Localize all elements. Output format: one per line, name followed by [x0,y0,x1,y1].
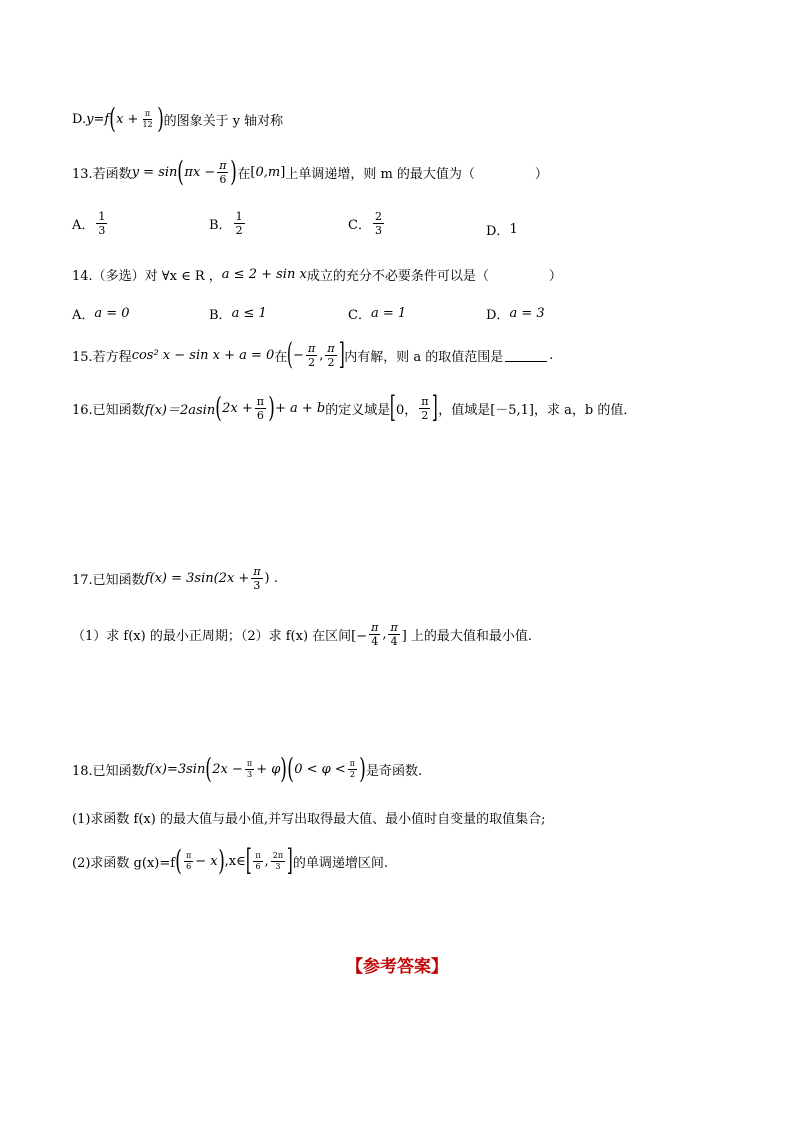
q18-fx: f(x)=3sin [144,761,206,777]
q18-inner: 2x − [212,761,243,777]
frac-den: 4 [371,635,379,648]
frac-num: π [421,394,429,408]
paren-close: ) [359,752,366,785]
frac-den: 3 [253,579,261,592]
q18-plus-phi: + φ [256,761,281,777]
paren-close: ) [156,102,164,135]
q13-in: 在 [237,166,251,182]
option-value: a ≤ 1 [231,306,267,321]
comma: , [264,853,269,869]
two-pi-over-3 [271,852,285,871]
q13-close: ） [534,166,548,182]
q16-plus: + a + b [274,400,326,416]
option-label: D． [486,308,510,323]
q18-part2-b: 的单调递增区间. [292,855,388,871]
question-14 [72,265,562,284]
comma: , [319,347,324,363]
q16-stem: 16.已知函数 [72,402,145,418]
q14-tail: 成立的充分不必要条件可以是（ [306,269,489,284]
bracket-open: [ [245,843,252,878]
question-18-part1 [72,808,545,827]
q17-part1: （1）求 f(x) 的最小正周期；（2）求 f(x) 在区间[− [72,629,368,644]
pi-over-4 [369,622,380,647]
frac-num: π [390,621,398,634]
option-value: a = 1 [370,306,407,321]
q16-inner: 2x + [222,400,253,416]
question-17 [72,566,278,591]
bracket-open: [ [250,164,256,180]
bracket-close: ] [287,843,293,878]
frac-num: π [219,158,227,172]
frac-den: 6 [256,408,264,422]
paren-close: ) [230,155,238,188]
frac-num: π [307,341,316,355]
frac-num: π [256,394,265,408]
q15-end: . [549,347,554,363]
frac-den: 2 [235,224,243,237]
bracket-close: ] [280,164,286,180]
option-label: A． [72,308,95,323]
pi-over-2 [348,760,357,779]
q18-part2-a: (2)求函数 g(x)=f [72,855,176,871]
frac-den: 12 [142,119,153,129]
paren-close: ) [268,391,275,424]
frac-den: 3 [275,861,281,871]
option-frac [373,211,384,236]
frac-num: 1 [98,210,106,223]
q12-d-xplus: x + [116,111,139,127]
paren-open: ( [287,752,295,785]
q15-stem: 15.若方程 [72,349,132,365]
q18-part1: (1)求函数 f(x) 的最大值与最小值,并写出取得最大值、最小值时自变量的取值集合; [72,812,546,827]
option-frac [96,211,107,236]
q13-expr: y = sin [131,164,178,180]
option-value: 1 [509,222,518,237]
frac-den: 6 [219,172,227,186]
q13-option-d[interactable] [486,220,518,239]
frac-den: 2 [327,355,335,369]
paren-close: ) [217,844,225,877]
paren-open: ( [215,391,222,424]
option-label: D． [486,224,510,239]
frac-den: 2 [308,355,316,369]
frac-den: 2 [421,408,429,422]
q17-fx: f(x) = 3sin(2x + [144,571,250,586]
q18-stem: 18.已知函数 [72,763,145,779]
q16-zero: 0， [395,402,418,418]
pi-over-3 [245,760,254,779]
q13-interval: 0,m [255,164,281,180]
option-value: a = 3 [509,306,545,321]
paren-open: ( [175,844,182,877]
frac-den: 3 [98,224,106,237]
frac-den: 4 [390,635,398,648]
q12-option-d [72,102,284,135]
q15-mid: 内有解，则 a 的取值范围是 [344,349,504,365]
q14-option-d[interactable] [486,304,545,323]
option-label: B． [209,308,232,323]
q15-eq: cos² x − sin x + a = 0 [131,347,275,363]
q18-cond: 0 < φ < [294,761,346,777]
q12-d-yeqf: y=f [86,111,110,127]
pi-over-6 [184,852,193,871]
option-label: A． [72,218,95,233]
q15-in: 在 [274,349,288,365]
q13-stem: 13.若函数 [72,166,132,182]
question-16 [72,390,637,425]
q16-fx: f(x)＝2asin [144,402,216,418]
bracket-open: ( [287,337,294,372]
bracket-close: ] [338,337,345,372]
paren-close: ) [280,752,288,785]
option-frac [234,211,245,236]
frac-num: π [327,341,335,355]
pi-over-6 [253,852,262,871]
frac-den: 3 [374,224,382,237]
bracket-open: [ [390,390,397,425]
frac-num: π [349,758,356,768]
answer-blank[interactable] [505,349,547,362]
q14-close: ） [548,269,562,284]
option-value: a = 0 [94,306,130,321]
option-label: C． [348,218,371,233]
paren-open: ( [177,155,185,188]
q16-domain: 的定义域是 [325,402,391,418]
question-18 [72,752,423,785]
comma: , [382,627,387,642]
q14-cond: a ≤ 2 + sin x [221,267,307,282]
frac-den: 6 [186,861,192,871]
question-17-parts [72,622,532,647]
pi-over-12 [140,110,154,129]
frac-num: π [246,758,253,768]
pi-over-2 [325,343,336,368]
q12-d-prefix: D. [72,111,87,127]
option-label: B． [209,218,232,233]
q14-option-c[interactable] [348,304,406,323]
q14-option-a[interactable] [72,304,130,323]
q17-close: ) . [264,571,278,586]
question-15 [72,337,554,372]
q17-part2: ] 上的最大值和最小值. [401,629,533,644]
q17-stem: 17.已知函数 [72,573,145,588]
q13-option-b[interactable] [209,211,247,236]
frac-num: 2π [272,850,284,860]
frac-den: 2 [349,769,355,779]
q14-stem: 14.（多选）对 ∀x ∈ R ， [72,269,222,284]
frac-num: π [253,565,261,578]
q13-tail: 上单调递增，则 m 的最大值为（ [285,166,475,182]
q18-tail: 是奇函数. [365,763,423,779]
q16-range: ，值域是[－5,1]，求 a，b 的值． [438,402,637,418]
frac-num: 2 [374,210,382,223]
frac-den: 6 [255,861,261,871]
question-18-part2 [72,843,388,878]
frac-num: π [186,850,192,860]
frac-num: 1 [235,210,243,223]
q14-option-b[interactable] [209,304,267,323]
frac-num: π [144,108,151,118]
frac-num: π [371,621,379,634]
q13-option-c[interactable] [348,211,386,236]
q18-x-in: ,x∈ [224,853,246,869]
pi-over-6 [217,160,228,185]
option-label: C． [348,308,371,323]
pi-over-6 [255,396,266,421]
bracket-close: ] [432,390,439,425]
frac-den: 3 [247,769,253,779]
answer-section-title: 【参考答案】 [346,957,448,977]
question-13 [72,155,548,188]
paren-open: ( [205,752,213,785]
paren-open: ( [109,102,116,135]
q12-d-tail: 的图象关于 y 轴对称 [163,113,284,129]
q13-inner: πx − [184,164,216,180]
pi-over-3 [251,566,262,591]
minus-sign: − [293,347,304,363]
pi-over-2 [306,343,317,368]
q13-option-a[interactable] [72,211,109,236]
q18-minus-x: − x [195,853,218,869]
pi-over-4 [388,622,399,647]
frac-num: π [255,850,261,860]
pi-over-2 [419,396,430,421]
